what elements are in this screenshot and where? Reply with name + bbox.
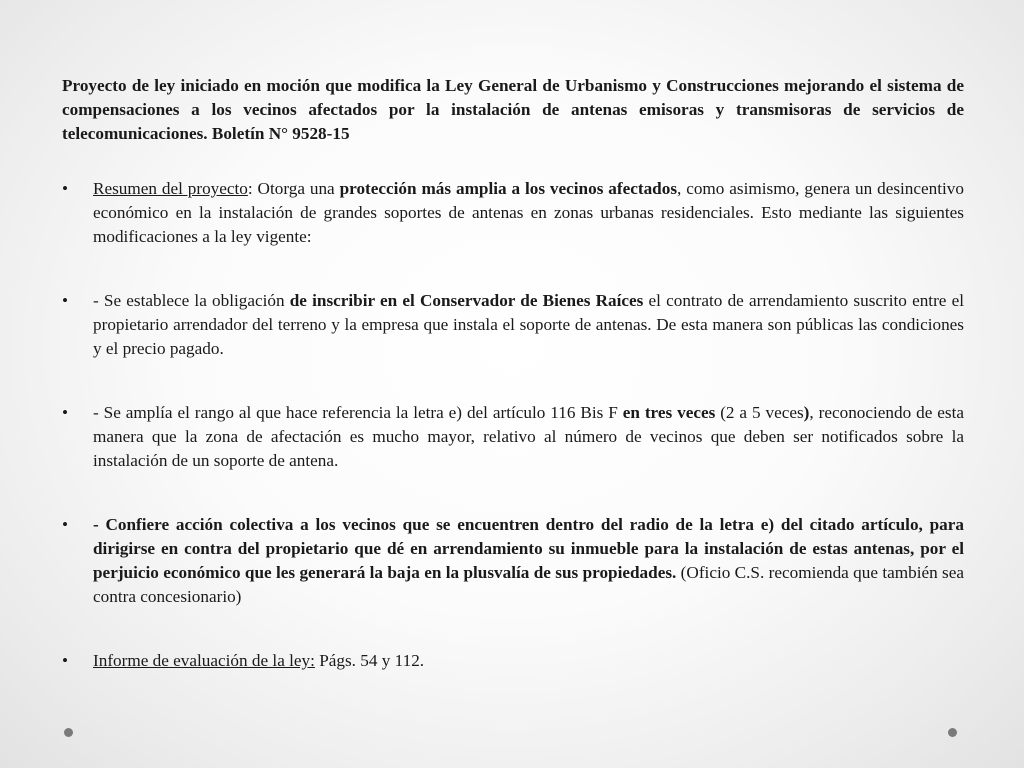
rango-bold-2: ) xyxy=(803,403,810,422)
slide-content xyxy=(62,74,964,706)
bullet-icon: • xyxy=(62,179,69,198)
bullet-icon: • xyxy=(62,291,69,310)
bullet-accion-colectiva xyxy=(62,513,964,609)
resumen-label: Resumen del proyecto xyxy=(93,179,248,198)
resumen-text-1: : Otorga una xyxy=(247,179,340,198)
accion-text-1: (Oficio C.S. recomienda que también sea contra concesionario) xyxy=(93,563,964,606)
accion-bold: - Confiere acción colectiva a los vecinos que se encuentren dentro del radio de la letra e) del citado artículo, para dirigirse en contra del propietario que dé en arrendamiento su inmueble para la instalación de estas antenas, por el perjuicio económico que les generará la baja en la plusvalía de sus propiedades. xyxy=(93,515,964,582)
bullet-icon: • xyxy=(62,651,69,670)
bullet-list xyxy=(62,177,964,673)
bullet-rango xyxy=(62,401,964,473)
informe-text: Págs. 54 y 112. xyxy=(314,651,425,670)
bullet-icon: • xyxy=(62,403,69,422)
conservador-text-1: - Se establece la obligación xyxy=(93,291,290,310)
rango-text-2: (2 a 5 veces xyxy=(715,403,804,422)
rango-bold-1: en tres veces xyxy=(622,403,716,422)
slide-title: Proyecto de ley iniciado en moción que modifica la Ley General de Urbanismo y Construcciones mejorando el sistema de compensaciones a los vecinos afectados por la instalación de antenas emisoras y transmisoras de servicios de telecomunicaciones. Boletín N° 9528-15 xyxy=(62,76,964,143)
resumen-text-2: , como asimismo, genera un desincentivo económico en la instalación de grandes soportes de antenas en zonas urbanas residenciales. Esto mediante las siguientes modificaciones a la ley vigente: xyxy=(93,179,964,246)
bullet-informe xyxy=(62,649,964,673)
resumen-bold: protección más amplia a los vecinos afectados xyxy=(339,179,678,198)
conservador-bold: de inscribir en el Conservador de Bienes Raíces xyxy=(289,291,644,310)
decorative-dot-icon-right xyxy=(948,728,957,737)
rango-text-3: , reconociendo de esta manera que la zona de afectación es mucho mayor, relativo al número de vecinos que deben ser notificados sobre la instalación de un soporte de antena. xyxy=(93,403,964,470)
conservador-text-2: el contrato de arrendamiento suscrito entre el propietario arrendador del terreno y la empresa que instala el soporte de antenas. De esta manera son públicas las condiciones y el precio pagado. xyxy=(93,291,964,358)
rango-text-1: - Se amplía el rango al que hace referencia la letra e) del artículo 116 Bis F xyxy=(93,403,623,422)
bullet-resumen xyxy=(62,177,964,249)
bullet-icon: • xyxy=(62,515,69,534)
informe-label: Informe de evaluación de la ley: xyxy=(93,651,315,670)
decorative-dot-icon-left xyxy=(64,728,73,737)
bullet-conservador xyxy=(62,289,964,361)
